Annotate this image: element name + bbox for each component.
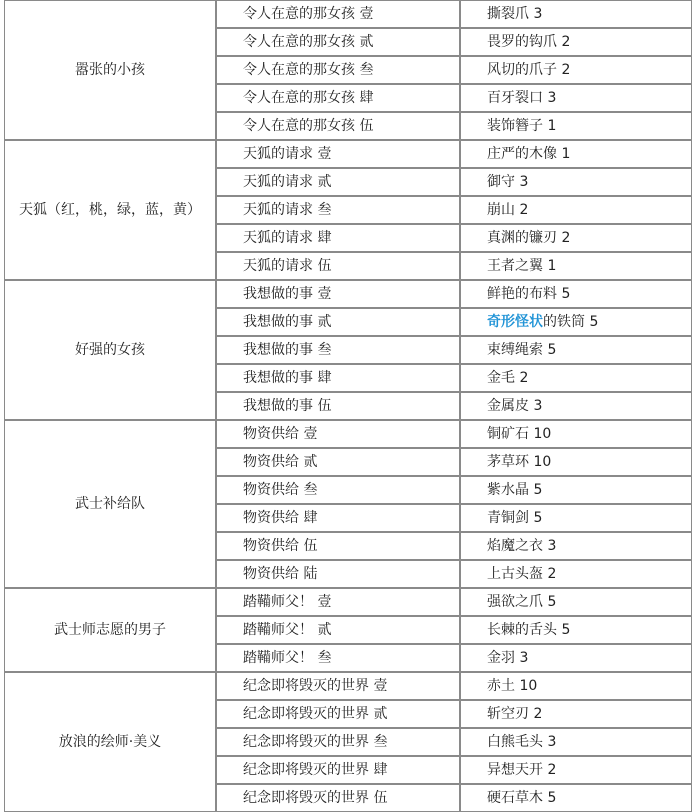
reward-cell xyxy=(460,112,692,140)
quest-name-cell: 令人在意的那女孩 叁 xyxy=(216,56,460,84)
quest-name-cell: 纪念即将毁灭的世界 叁 xyxy=(216,728,460,756)
table-row xyxy=(4,672,692,700)
quest-name-cell: 纪念即将毁灭的世界 伍 xyxy=(216,784,460,812)
reward-text: 上古头盔 2 xyxy=(487,566,557,582)
reward-text: 真渊的镰刃 2 xyxy=(487,230,571,246)
quest-name-cell: 物资供给 贰 xyxy=(216,448,460,476)
reward-cell xyxy=(460,168,692,196)
reward-text: 紫水晶 5 xyxy=(487,482,543,498)
reward-cell xyxy=(460,56,692,84)
quest-name-cell: 天狐的请求 肆 xyxy=(216,224,460,252)
table-row xyxy=(4,420,692,448)
reward-text: 硬石草木 5 xyxy=(487,790,557,806)
quest-name-cell: 纪念即将毁灭的世界 肆 xyxy=(216,756,460,784)
quest-name-cell: 我想做的事 贰 xyxy=(216,308,460,336)
reward-text: 装饰簪子 1 xyxy=(487,118,557,134)
reward-text: 强欲之爪 5 xyxy=(487,594,557,610)
quest-name-cell: 天狐的请求 叁 xyxy=(216,196,460,224)
quest-name-cell: 物资供给 肆 xyxy=(216,504,460,532)
reward-cell xyxy=(460,672,692,700)
reward-cell xyxy=(460,616,692,644)
quest-name-cell: 令人在意的那女孩 贰 xyxy=(216,28,460,56)
reward-text: 百牙裂口 3 xyxy=(487,90,557,106)
table-row xyxy=(4,140,692,168)
quest-name-cell: 纪念即将毁灭的世界 贰 xyxy=(216,700,460,728)
reward-text: 畏罗的钩爪 2 xyxy=(487,34,571,50)
table-body xyxy=(4,0,692,812)
table-row xyxy=(4,588,692,616)
quest-name-cell: 令人在意的那女孩 壹 xyxy=(216,0,460,28)
reward-cell xyxy=(460,476,692,504)
quest-name-cell: 天狐的请求 贰 xyxy=(216,168,460,196)
reward-text: 白熊毛头 3 xyxy=(487,734,557,750)
quest-name-cell: 我想做的事 叁 xyxy=(216,336,460,364)
reward-text: 焰魔之衣 3 xyxy=(487,538,557,554)
reward-cell xyxy=(460,336,692,364)
reward-cell xyxy=(460,308,692,336)
reward-cell xyxy=(460,588,692,616)
reward-cell xyxy=(460,0,692,28)
quest-reward-table xyxy=(4,0,692,812)
quest-name-cell: 物资供给 陆 xyxy=(216,560,460,588)
quest-name-cell: 令人在意的那女孩 肆 xyxy=(216,84,460,112)
reward-cell xyxy=(460,700,692,728)
reward-text: 斩空刃 2 xyxy=(487,706,543,722)
reward-cell xyxy=(460,504,692,532)
reward-cell xyxy=(460,224,692,252)
npc-name-cell: 武士补给队 xyxy=(4,420,216,588)
reward-cell xyxy=(460,448,692,476)
reward-text: 鲜艳的布料 5 xyxy=(487,286,571,302)
reward-cell xyxy=(460,756,692,784)
table-row xyxy=(4,280,692,308)
quest-name-cell: 踏鞴师父！ 叁 xyxy=(216,644,460,672)
reward-text: 王者之翼 1 xyxy=(487,258,557,274)
reward-cell xyxy=(460,560,692,588)
reward-text: 茅草环 10 xyxy=(487,454,552,470)
reward-cell xyxy=(460,644,692,672)
reward-cell xyxy=(460,392,692,420)
reward-text: 撕裂爪 3 xyxy=(487,6,543,22)
reward-text: 金羽 3 xyxy=(487,650,529,666)
reward-text: 的铁筒 5 xyxy=(543,314,599,330)
reward-highlight-link[interactable]: 奇形怪状 xyxy=(487,314,543,330)
reward-text: 金属皮 3 xyxy=(487,398,543,414)
quest-name-cell: 物资供给 叁 xyxy=(216,476,460,504)
reward-text: 庄严的木像 1 xyxy=(487,146,571,162)
npc-name-cell: 嚣张的小孩 xyxy=(4,0,216,140)
reward-cell xyxy=(460,28,692,56)
quest-name-cell: 我想做的事 伍 xyxy=(216,392,460,420)
quest-name-cell: 我想做的事 壹 xyxy=(216,280,460,308)
quest-name-cell: 令人在意的那女孩 伍 xyxy=(216,112,460,140)
quest-name-cell: 天狐的请求 壹 xyxy=(216,140,460,168)
npc-name-cell: 放浪的绘师·美义 xyxy=(4,672,216,812)
quest-name-cell: 纪念即将毁灭的世界 壹 xyxy=(216,672,460,700)
quest-name-cell: 踏鞴师父！ 贰 xyxy=(216,616,460,644)
reward-cell xyxy=(460,196,692,224)
reward-cell xyxy=(460,140,692,168)
reward-text: 金毛 2 xyxy=(487,370,529,386)
npc-name-cell: 天狐（红，桃，绿，蓝，黄） xyxy=(4,140,216,280)
reward-cell xyxy=(460,728,692,756)
quest-name-cell: 踏鞴师父！ 壹 xyxy=(216,588,460,616)
reward-text: 青铜剑 5 xyxy=(487,510,543,526)
reward-text: 长棘的舌头 5 xyxy=(487,622,571,638)
reward-text: 束缚绳索 5 xyxy=(487,342,557,358)
reward-text: 赤土 10 xyxy=(487,678,538,694)
table-row xyxy=(4,0,692,28)
reward-cell xyxy=(460,280,692,308)
reward-cell xyxy=(460,84,692,112)
reward-cell xyxy=(460,532,692,560)
reward-cell xyxy=(460,784,692,812)
quest-name-cell: 物资供给 伍 xyxy=(216,532,460,560)
quest-name-cell: 我想做的事 肆 xyxy=(216,364,460,392)
quest-name-cell: 天狐的请求 伍 xyxy=(216,252,460,280)
reward-cell xyxy=(460,252,692,280)
reward-text: 风切的爪子 2 xyxy=(487,62,571,78)
reward-cell xyxy=(460,420,692,448)
reward-text: 异想天开 2 xyxy=(487,762,557,778)
reward-cell xyxy=(460,364,692,392)
quest-name-cell: 物资供给 壹 xyxy=(216,420,460,448)
reward-text: 崩山 2 xyxy=(487,202,529,218)
reward-text: 铜矿石 10 xyxy=(487,426,552,442)
reward-text: 御守 3 xyxy=(487,174,529,190)
npc-name-cell: 武士师志愿的男子 xyxy=(4,588,216,672)
npc-name-cell: 好强的女孩 xyxy=(4,280,216,420)
